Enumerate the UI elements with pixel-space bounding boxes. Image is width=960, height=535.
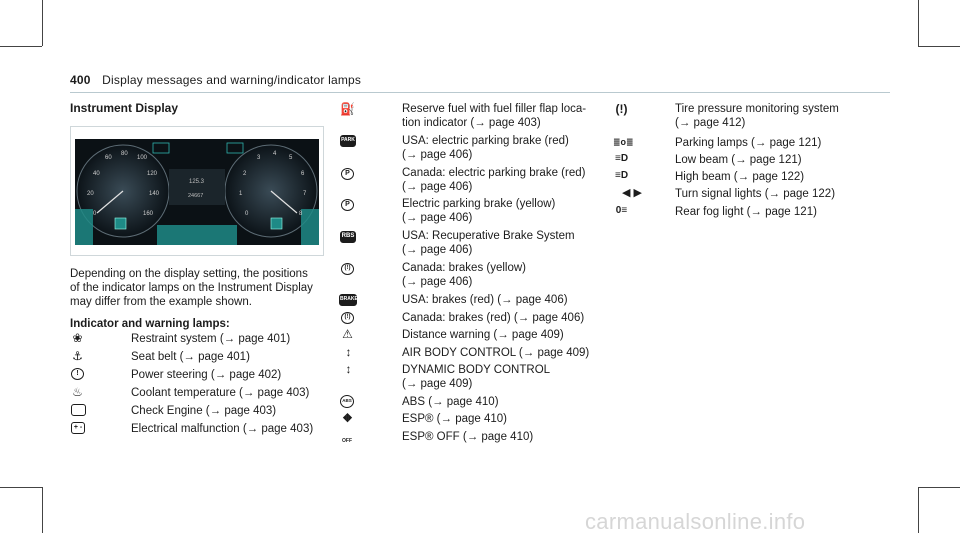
lamp-entry-line: (→ page 412) — [675, 116, 746, 129]
parking-brake-yellow-icon: P — [341, 199, 354, 211]
lamp-entry-line: Tire pressure monitoring system — [675, 103, 839, 115]
cluster-tick: 40 — [93, 171, 100, 177]
cluster-graphic — [75, 139, 319, 245]
lamp-entry — [402, 135, 569, 162]
parking-lamps-icon: ≣o≣ — [613, 137, 634, 147]
cluster-tick: 160 — [143, 211, 154, 217]
lamp-entry: USA: brakes (red) (→ page 406) — [402, 294, 568, 306]
lamp-entry: Turn signal lights (→ page 122) — [675, 188, 836, 200]
cluster-tick: 4 — [273, 151, 277, 157]
lamp-entry: ESP® OFF (→ page 410) — [402, 431, 534, 443]
coolant-temperature-icon: ♨ — [72, 385, 83, 399]
lamp-entry: AIR BODY CONTROL (→ page 409) — [402, 347, 590, 359]
lamp-entry — [402, 167, 585, 194]
rear-fog-light-icon: 0≡ — [615, 205, 628, 216]
cluster-tick: 5 — [289, 155, 293, 161]
lamps-heading: Indicator and warning lamps: — [70, 318, 230, 330]
cluster-tick: 2 — [243, 171, 247, 177]
lamp-entry-line: Canada: brakes (yellow) — [402, 262, 527, 274]
lamp-entry-line: (→ page 409) — [402, 377, 473, 390]
cluster-tick: 0 — [245, 211, 249, 217]
page-number: 400 — [70, 73, 91, 87]
lamp-entry — [402, 230, 575, 257]
lamp-entry — [675, 103, 839, 130]
section-title: Instrument Display — [70, 101, 179, 115]
lamp-entry-line: tion indicator (→ page 403) — [402, 116, 541, 129]
esp-off-icon: OFF — [342, 438, 352, 444]
intro-paragraph — [70, 267, 330, 309]
cluster-tick: 80 — [121, 151, 128, 157]
header-divider — [70, 92, 890, 93]
lamp-entry-line: DYNAMIC BODY CONTROL — [402, 364, 551, 376]
crop-mark — [42, 487, 43, 533]
cluster-tick: 140 — [149, 191, 160, 197]
lamp-entry: Canada: brakes (red) (→ page 406) — [402, 312, 585, 324]
lamp-entry: Check Engine (→ page 403) — [131, 405, 277, 417]
lamp-entry — [402, 103, 586, 130]
lamp-entry — [402, 198, 555, 225]
lamp-entry-line: (→ page 406) — [402, 275, 473, 288]
lamp-entry-line: (→ page 406) — [402, 180, 473, 193]
lamp-entry: Power steering (→ page 402) — [131, 369, 282, 381]
crop-mark — [918, 487, 960, 488]
lamp-entry — [402, 262, 526, 289]
cluster-tick: 1 — [239, 191, 243, 197]
lamp-entry: Distance warning (→ page 409) — [402, 329, 564, 341]
crop-mark — [0, 487, 42, 488]
battery-icon: + - — [71, 422, 85, 434]
lamp-entry-line: (→ page 406) — [402, 243, 473, 256]
lamp-entry-line: Reserve fuel with fuel filler flap loca- — [402, 103, 587, 115]
intro-line: Depending on the display setting, the positions — [70, 268, 308, 280]
lamp-entry — [402, 364, 550, 391]
lamp-entry-line: USA: electric parking brake (red) — [402, 135, 569, 147]
cluster-tick: 7 — [303, 191, 307, 197]
watermark: carmanualsonline.info — [585, 509, 806, 534]
lamp-entry: Rear fog light (→ page 121) — [675, 206, 817, 218]
lamp-entry: Parking lamps (→ page 121) — [675, 137, 822, 149]
high-beam-icon: ≡D — [615, 170, 629, 181]
header-title: Display messages and warning/indicator lamps — [102, 73, 362, 87]
lamp-entry: High beam (→ page 122) — [675, 171, 805, 183]
instrument-display-figure — [70, 126, 324, 256]
instrument-cluster-image — [75, 139, 319, 245]
crop-mark — [918, 487, 919, 533]
crop-mark — [0, 46, 42, 47]
fuel-pump-icon: ⛽ — [340, 102, 355, 116]
cluster-tick: 60 — [105, 155, 112, 161]
lamp-entry: Electrical malfunction (→ page 403) — [131, 423, 314, 435]
cluster-tick: 6 — [301, 171, 305, 177]
cluster-tick: 0 — [93, 211, 97, 217]
lamp-entry: Low beam (→ page 121) — [675, 154, 802, 166]
crop-mark — [918, 0, 919, 46]
park-icon: PARK — [340, 135, 356, 147]
abs-icon: ABS — [340, 395, 354, 408]
lamp-entry: Restraint system (→ page 401) — [131, 333, 291, 345]
tire-pressure-icon: (!) — [615, 102, 628, 116]
turn-signal-icon: ◀ ▶ — [622, 187, 642, 199]
lamp-entry: ABS (→ page 410) — [402, 396, 499, 408]
lamp-entry-line: (→ page 406) — [402, 211, 473, 224]
distance-warning-icon: ⚠ — [342, 327, 353, 341]
lamp-entry: Seat belt (→ page 401) — [131, 351, 250, 363]
intro-line: of the indicator lamps on the Instrument Display — [70, 282, 313, 294]
cluster-tick: 20 — [87, 191, 94, 197]
lamp-entry: Coolant temperature (→ page 403) — [131, 387, 310, 399]
air-body-control-icon: ↕ — [345, 345, 352, 359]
lamp-entry-line: (→ page 406) — [402, 148, 473, 161]
cluster-tick: 100 — [137, 155, 148, 161]
intro-line: may differ from the example shown. — [70, 296, 252, 308]
low-beam-icon: ≡D — [615, 153, 629, 164]
cluster-center-value: 125.3 — [189, 179, 205, 185]
check-engine-icon — [71, 404, 86, 416]
rbs-icon: RBS — [340, 231, 356, 243]
airbag-icon: ❀ — [72, 331, 83, 345]
lamp-entry: ESP® (→ page 410) — [402, 413, 507, 425]
esp-icon: ⛖ — [342, 411, 353, 425]
brake-usa-icon: BRAKE — [339, 294, 357, 306]
parking-brake-red-icon: P — [341, 168, 354, 180]
brake-red-icon: (!) — [341, 312, 354, 324]
lamp-entry-line: USA: Recuperative Brake System — [402, 230, 575, 242]
brake-yellow-icon: (!) — [341, 263, 354, 275]
crop-mark — [42, 0, 43, 46]
dynamic-body-control-icon: ↕ — [345, 362, 352, 376]
seat-belt-icon: ⚓ — [72, 349, 83, 363]
cluster-center-value: 24667 — [188, 193, 204, 199]
crop-mark — [918, 46, 960, 47]
cluster-tick: 120 — [147, 171, 158, 177]
power-steering-icon: ! — [71, 368, 84, 380]
cluster-tick: 3 — [257, 155, 261, 161]
lamp-entry-line: Canada: electric parking brake (red) — [402, 167, 586, 179]
cluster-tick: 8 — [299, 211, 303, 217]
lamp-entry-line: Electric parking brake (yellow) — [402, 198, 556, 210]
page-header — [70, 73, 361, 87]
